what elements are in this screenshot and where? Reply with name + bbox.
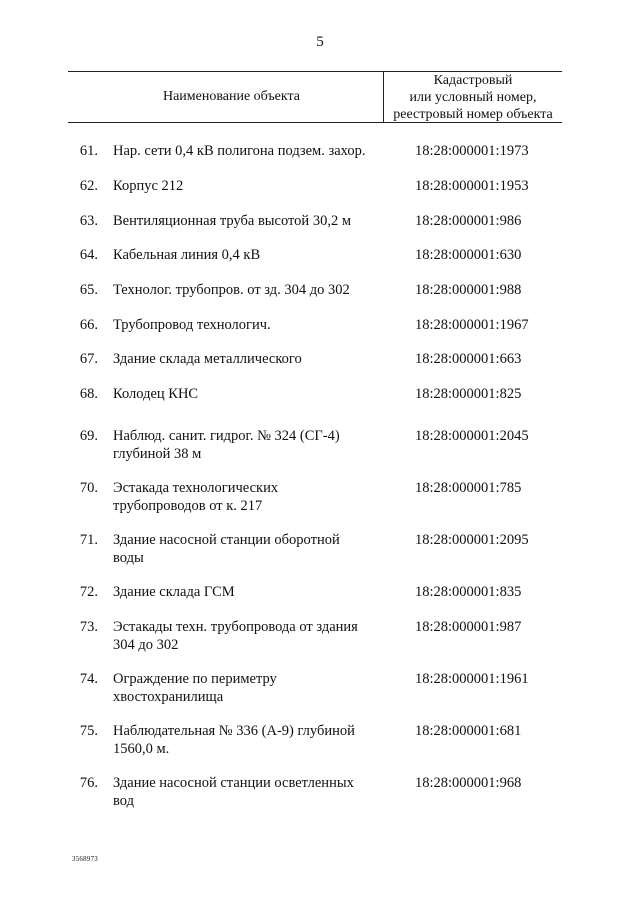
row-number: 75. <box>79 723 98 739</box>
object-name <box>113 479 388 515</box>
cadastral-number: 18:28:000001:835 <box>415 584 522 600</box>
object-name-line: Наблюд. санит. гидрог. № 324 (СГ-4) <box>113 428 340 444</box>
object-name <box>113 583 388 601</box>
object-name <box>113 142 388 160</box>
object-name-line: Эстакады техн. трубопровода от здания <box>113 619 358 635</box>
cadastral-number: 18:28:000001:785 <box>415 480 522 496</box>
object-name-line: Кабельная линия 0,4 кВ <box>113 247 261 263</box>
row-number: 73. <box>79 619 98 635</box>
document-code: 3568973 <box>72 855 98 863</box>
cadastral-number: 18:28:000001:1953 <box>415 178 529 194</box>
cadastral-number: 18:28:000001:2045 <box>415 428 529 444</box>
cadastral-number: 18:28:000001:663 <box>415 351 522 367</box>
cadastral-number: 18:28:000001:681 <box>415 723 522 739</box>
object-name <box>113 281 388 299</box>
cadastral-number: 18:28:000001:825 <box>415 386 522 402</box>
object-name-line: Здание насосной станции оборотной <box>113 532 340 548</box>
cadastral-number: 18:28:000001:986 <box>415 213 522 229</box>
object-name-line: Вентиляционная труба высотой 30,2 м <box>113 213 351 229</box>
object-name <box>113 350 388 368</box>
cadastral-number: 18:28:000001:1961 <box>415 671 529 687</box>
object-name <box>113 316 388 334</box>
object-name-line: Технолог. трубопров. от зд. 304 до 302 <box>113 282 350 298</box>
cadastral-number: 18:28:000001:1967 <box>415 317 529 333</box>
object-name-line: глубиной 38 м <box>113 446 202 462</box>
cadastral-number: 18:28:000001:630 <box>415 247 522 263</box>
cadastral-number: 18:28:000001:1973 <box>415 143 529 159</box>
header-cadastral-number <box>384 72 562 123</box>
row-number: 68. <box>79 386 98 402</box>
object-name <box>113 385 388 403</box>
cadastral-number: 18:28:000001:968 <box>415 775 522 791</box>
header-object-name: Наименование объекта <box>162 88 301 104</box>
object-name-line: Ограждение по периметру <box>113 671 277 687</box>
table-header-bottom-rule <box>68 122 562 123</box>
cadastral-number: 18:28:000001:988 <box>415 282 522 298</box>
object-name-line: хвостохранилища <box>113 689 224 705</box>
page-number: 5 <box>316 34 324 50</box>
header-cadastral-line: Кадастровый <box>433 73 513 88</box>
row-number: 69. <box>79 428 98 444</box>
object-name <box>113 246 388 264</box>
row-number: 74. <box>79 671 98 687</box>
row-number: 66. <box>79 317 98 333</box>
object-name <box>113 618 388 654</box>
object-name <box>113 177 388 195</box>
object-name <box>113 212 388 230</box>
row-number: 70. <box>79 480 98 496</box>
row-number: 63. <box>79 213 98 229</box>
row-number: 64. <box>79 247 98 263</box>
object-name-line: вод <box>113 793 134 809</box>
object-name-line: Наблюдательная № 336 (А-9) глубиной <box>113 723 355 739</box>
object-name-line: воды <box>113 550 144 566</box>
object-name-line: 304 до 302 <box>113 637 179 653</box>
row-number: 76. <box>79 775 98 791</box>
cadastral-number: 18:28:000001:2095 <box>415 532 529 548</box>
row-number: 71. <box>79 532 98 548</box>
row-number: 65. <box>79 282 98 298</box>
object-name-line: Здание склада ГСМ <box>113 584 235 600</box>
object-name-line: 1560,0 м. <box>113 741 170 757</box>
object-name-line: трубопроводов от к. 217 <box>113 498 263 514</box>
header-cadastral-line: или условный номер, <box>409 90 537 105</box>
object-name <box>113 670 388 706</box>
row-number: 67. <box>79 351 98 367</box>
object-name <box>113 774 388 810</box>
object-name-line: Трубопровод технологич. <box>113 317 271 333</box>
object-name-line: Эстакада технологических <box>113 480 279 496</box>
object-name <box>113 427 388 463</box>
object-name-line: Нар. сети 0,4 кВ полигона подзем. захор. <box>113 143 366 159</box>
object-name-line: Корпус 212 <box>113 178 184 194</box>
object-name <box>113 531 388 567</box>
object-name <box>113 722 388 758</box>
cadastral-number: 18:28:000001:987 <box>415 619 522 635</box>
header-cadastral-line: реестровый номер объекта <box>393 107 553 122</box>
row-number: 62. <box>79 178 98 194</box>
row-number: 72. <box>79 584 98 600</box>
object-name-line: Здание склада металлического <box>113 351 302 367</box>
object-name-line: Здание насосной станции осветленных <box>113 775 354 791</box>
object-name-line: Колодец КНС <box>113 386 199 402</box>
row-number: 61. <box>79 143 98 159</box>
